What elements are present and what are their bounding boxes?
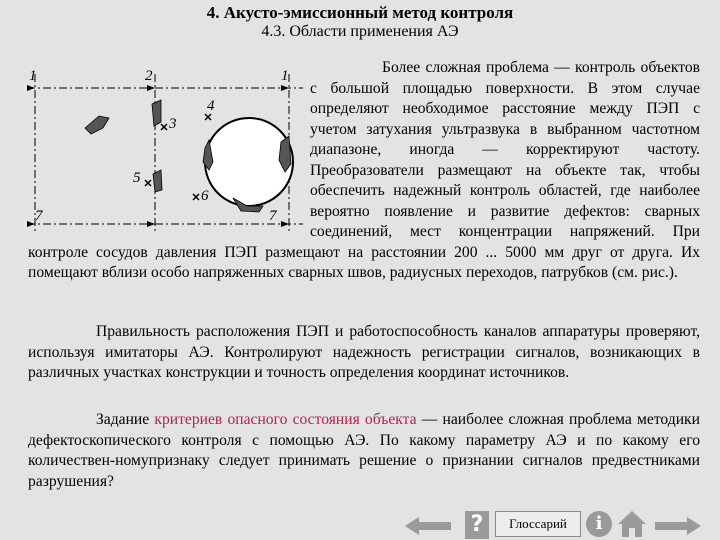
figure-label: 6 (201, 188, 209, 204)
paragraph-large-objects (28, 58, 700, 284)
figure-label: 7 (269, 208, 277, 224)
paragraph-criteria (28, 410, 700, 492)
figure-label: 4 (207, 98, 215, 114)
figure-label: 3 (169, 116, 177, 132)
paragraph-1-text: Более сложная проблема — контроль объектов с большой площадью поверхности. В этом случае определяют необходимое расстояние между ПЭП с учетом затухания ультразвука в выбранном частотном диапазоне, иногда — корректируют частоту. Преобразователи размещают на объекте так, чтобы обеспечить надежный контроль областей, где наиболее вероятно появление и развитие дефектов: сварных соединений, мест концентрации напряжений. При контроле сосудов давления ПЭП размещают на расстоянии 200 ... 5000 мм друг от друга. Их помещают вблизи особо напряженных сварных швов, радиусных переходов, патрубков (см. рис.). (28, 59, 700, 281)
figure-label: 5 (133, 170, 141, 186)
paragraph-3-end: — наиболее сложная проблема методики дефектоскопического контроля с помощью АЭ. По какому параметру АЭ и по какому его количествен-номупризнаку следует принимать решение о признании сигналов предвестниками разрушения? (28, 411, 700, 490)
navigation-bar (405, 509, 705, 539)
figure-label: 1 (281, 68, 289, 84)
forward-arrow-icon[interactable] (655, 517, 701, 535)
figure-label: 7 (35, 208, 43, 224)
paragraph-2-text: Правильность расположения ПЭП и работоспособность каналов аппаратуры проверяют, используя имитаторы АЭ. Контролируют надежность регистрации сигналов, возникающих в различных участках конструкции и точность определения координат источников. (28, 323, 700, 381)
home-icon[interactable] (617, 510, 647, 538)
glossary-button[interactable]: Глоссарий (495, 511, 581, 537)
figure-spacer (28, 58, 310, 242)
page-title: 4. Акусто-эмиссионный метод контроля (206, 3, 514, 22)
paragraph-3-start: Задание (96, 411, 155, 428)
criteria-link[interactable]: критериев опасного состояния объекта (154, 411, 417, 428)
paragraph-verification (28, 322, 700, 384)
info-icon[interactable]: i (586, 511, 612, 537)
figure-label: 1 (29, 68, 37, 84)
section-subtitle: 4.3. Области применения АЭ (261, 23, 459, 40)
figure-label: 2 (145, 68, 153, 84)
back-arrow-icon[interactable] (405, 517, 451, 535)
help-icon[interactable]: ? (465, 511, 489, 539)
